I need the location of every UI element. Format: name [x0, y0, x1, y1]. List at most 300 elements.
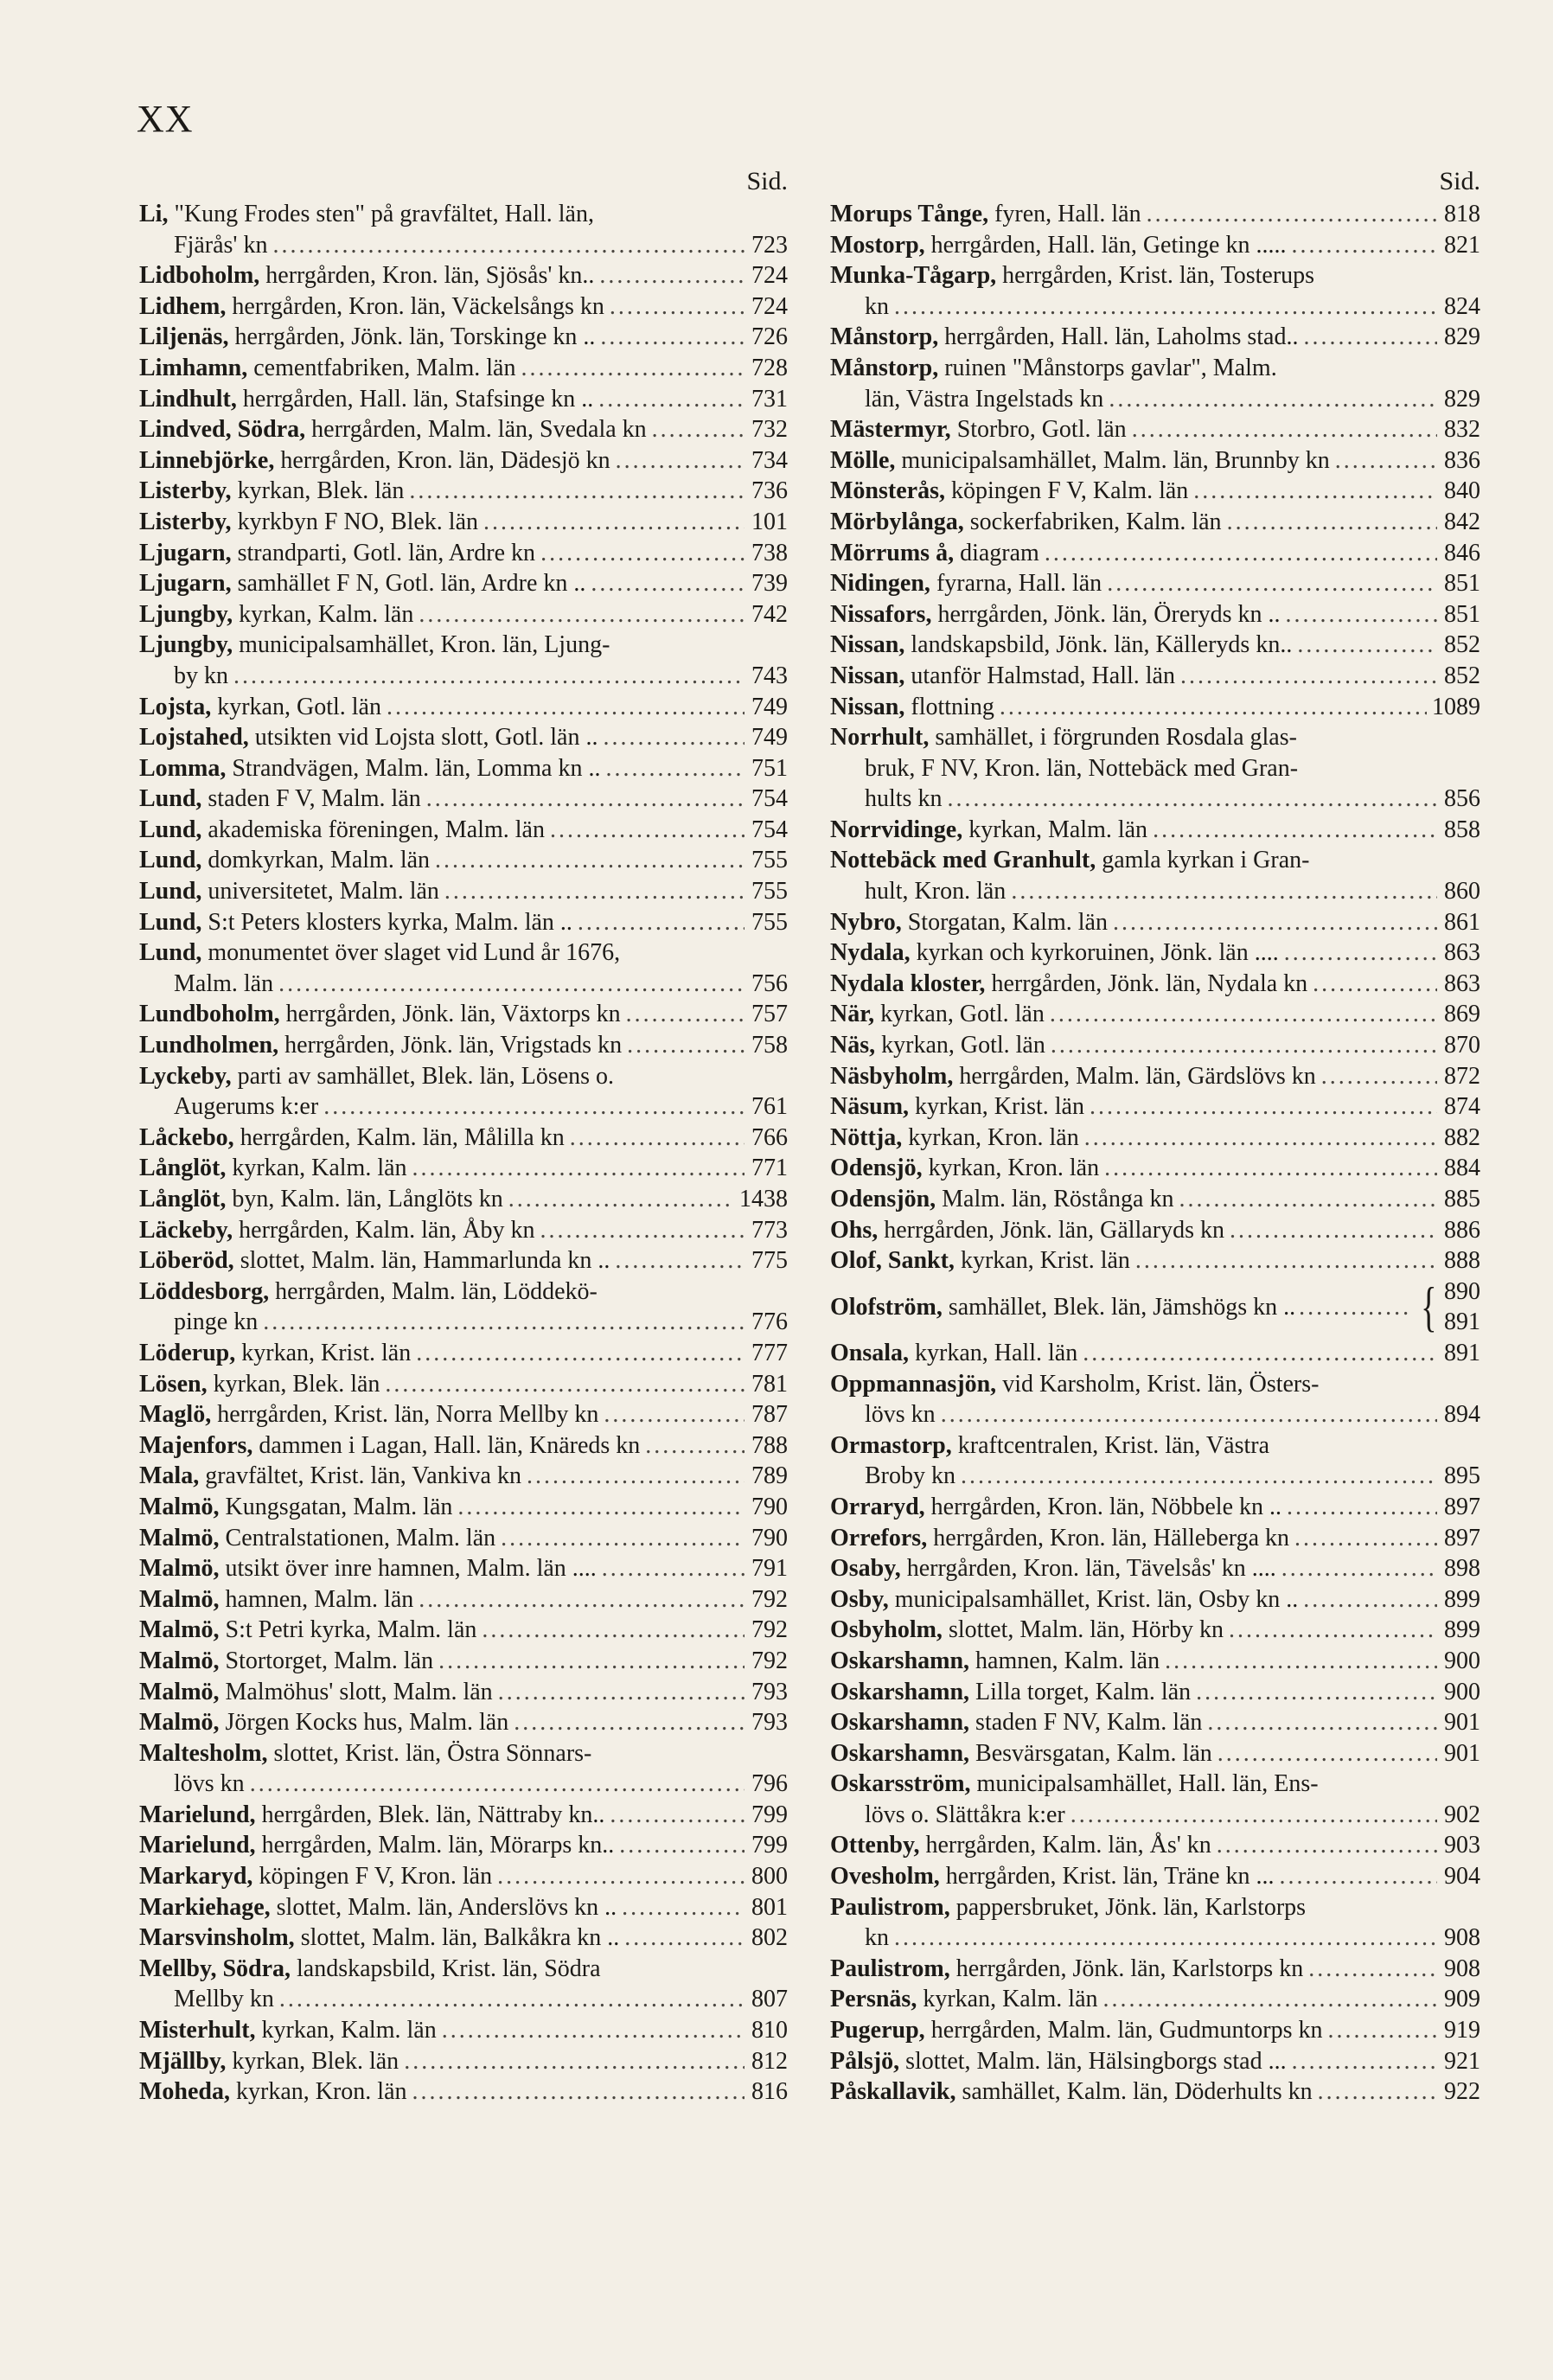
dot-leader — [602, 1553, 745, 1584]
page-ref: 796 — [751, 1770, 788, 1798]
entry-description: slottet, Malm. län, Hammarlunda kn .. — [240, 1247, 610, 1275]
entry-description: domkyrkan, Malm. län — [208, 847, 431, 874]
entry-line — [139, 322, 788, 353]
dot-leader — [497, 1861, 745, 1892]
index-entry — [830, 907, 1480, 938]
dot-leader — [1313, 969, 1437, 1000]
entry-description: kyrkan, Gotl. län — [217, 693, 381, 720]
entry-text — [174, 1307, 258, 1338]
page-ref: 919 — [1444, 2017, 1480, 2044]
entry-name: Ljugarn, — [139, 539, 232, 566]
entry-text — [139, 1553, 597, 1584]
index-entry — [830, 1338, 1480, 1369]
dot-leader — [1090, 1091, 1437, 1123]
entry-text — [830, 1984, 1098, 2015]
entry-description: Stortorget, Malm. län — [225, 1647, 434, 1674]
dot-leader — [604, 1399, 745, 1430]
entry-description: municipalsamhället, Malm. län, Brunnby kn — [901, 446, 1330, 474]
index-entry — [139, 2046, 788, 2077]
entry-description: fyrarna, Hall. län — [936, 570, 1102, 598]
entry-line — [830, 1523, 1480, 1554]
entry-line — [139, 1553, 788, 1584]
entry-name: Majenfors, — [139, 1431, 253, 1459]
entry-name: Lundboholm, — [139, 1001, 280, 1028]
dot-leader — [1132, 414, 1437, 445]
entry-text — [174, 661, 228, 692]
index-entry — [139, 1245, 788, 1276]
index-entry — [830, 322, 1480, 353]
page-ref: 758 — [751, 1032, 788, 1059]
entry-line — [830, 260, 1480, 291]
entry-line — [830, 969, 1480, 1000]
index-entry — [139, 599, 788, 630]
entry-line — [830, 999, 1480, 1030]
entry-text — [830, 1584, 1298, 1615]
entry-name: Mölle, — [830, 446, 896, 474]
entry-name: Nottebäck med Granhult, — [830, 847, 1096, 874]
entry-name: Lidhem, — [139, 292, 227, 320]
dot-leader — [412, 2076, 745, 2108]
entry-description: slottet, Malm. län, Anderslövs kn .. — [276, 1893, 617, 1921]
entry-line — [830, 384, 1480, 415]
entry-description: Jörgen Kocks hus, Malm. län — [225, 1709, 509, 1737]
index-entry — [139, 1830, 788, 1861]
entry-text — [830, 815, 1147, 846]
dot-leader — [1113, 907, 1437, 938]
page-ref: 886 — [1444, 1216, 1480, 1244]
page-ref: 724 — [751, 262, 788, 290]
entry-line — [830, 322, 1480, 353]
entry-text — [865, 1800, 1065, 1831]
index-entry — [830, 969, 1480, 1000]
entry-text — [830, 722, 1297, 753]
index-entry — [139, 1954, 788, 2015]
entry-name: Lindhult, — [139, 385, 237, 413]
page-ref: 890 — [1444, 1277, 1480, 1305]
entry-name: Låckebo, — [139, 1123, 234, 1151]
entry-description: diagram — [960, 539, 1039, 566]
entry-line — [139, 2046, 788, 2077]
entry-line — [139, 722, 788, 753]
index-entry — [139, 322, 788, 353]
entry-line — [139, 661, 788, 692]
entry-line — [139, 260, 788, 291]
index-entry — [139, 1615, 788, 1646]
index-entry — [139, 815, 788, 846]
page-number: XX — [137, 98, 194, 140]
entry-line — [830, 937, 1480, 969]
dot-leader — [482, 1615, 745, 1646]
dot-leader — [1196, 1677, 1437, 1708]
entry-description: hult, Kron. län — [865, 878, 1007, 905]
index-entry — [139, 937, 788, 999]
entry-name: Osbyholm, — [830, 1616, 943, 1644]
index-entry — [139, 784, 788, 815]
page-ref: 1438 — [739, 1186, 788, 1212]
entry-name: Pugerup, — [830, 2017, 925, 2044]
entry-description: herrgården, Blek. län, Nättraby kn.. — [261, 1801, 605, 1828]
entry-line — [139, 1861, 788, 1892]
index-entry — [830, 1276, 1480, 1338]
entry-name: Mästermyr, — [830, 416, 951, 444]
index-entry — [139, 907, 788, 938]
index-entry — [830, 1030, 1480, 1061]
dot-leader — [1153, 815, 1437, 846]
entry-line — [830, 907, 1480, 938]
index-entry — [139, 291, 788, 323]
entry-text — [830, 1830, 1211, 1861]
entry-description: herrgården, Kalm. län, Åby kn — [239, 1216, 535, 1244]
entry-description: samhället, i förgrunden Rosdala glas- — [935, 724, 1297, 752]
entry-line — [139, 1307, 788, 1338]
dot-leader — [457, 1492, 745, 1523]
entry-description: kn — [865, 1924, 889, 1952]
entry-name: Ormastorp, — [830, 1431, 952, 1459]
entry-line — [830, 1061, 1480, 1092]
entry-name: Oskarshamn, — [830, 1709, 970, 1737]
dot-leader — [578, 907, 745, 938]
index-entry — [830, 1984, 1480, 2015]
entry-text — [830, 1492, 1281, 1523]
entry-description: lövs o. Slättåkra k:er — [865, 1801, 1065, 1828]
index-entry — [139, 630, 788, 691]
entry-description: universitetet, Malm. län — [208, 878, 439, 905]
entry-description: municipalsamhället, Krist. län, Osby kn .. — [894, 1585, 1299, 1613]
page-ref: 888 — [1444, 1247, 1480, 1275]
entry-name: Nybro, — [830, 908, 902, 936]
entry-line — [139, 599, 788, 630]
page-ref: 777 — [751, 1339, 788, 1366]
entry-description: herrgården, Malm. län, Mörarps kn.. — [261, 1832, 615, 1859]
entry-description: kyrkan, Kalm. län — [239, 600, 414, 628]
entry-description: herrgården, Hall. län, Getinge kn ..... — [930, 231, 1287, 259]
entry-line — [830, 1769, 1480, 1800]
dot-leader — [435, 845, 745, 876]
entry-description: Fjärås' kn — [174, 231, 268, 259]
entry-line — [830, 1892, 1480, 1923]
entry-text — [830, 969, 1307, 1000]
entry-name: Paulistrom, — [830, 1955, 950, 1982]
entry-line — [830, 2076, 1480, 2108]
page-ref: 799 — [751, 1832, 788, 1859]
entry-line — [139, 845, 788, 876]
index-entry — [830, 1892, 1480, 1954]
index-entry — [139, 568, 788, 599]
page-ref: 903 — [1444, 1832, 1480, 1859]
entry-description: Augerums k:er — [174, 1093, 319, 1121]
dot-leader — [442, 2015, 745, 2046]
entry-line — [830, 1646, 1480, 1677]
entry-description: "Kung Frodes sten" på gravfältet, Hall. län, — [174, 201, 594, 227]
dot-leader — [514, 1707, 745, 1738]
entry-name: Mala, — [139, 1462, 200, 1490]
dot-leader — [616, 445, 745, 477]
entry-name: Marielund, — [139, 1801, 256, 1828]
entry-text — [830, 1707, 1202, 1738]
entry-text — [830, 692, 994, 723]
index-entry — [139, 476, 788, 507]
dot-leader — [941, 1399, 1437, 1430]
entry-line — [139, 445, 788, 477]
entry-line — [830, 876, 1480, 907]
entry-text — [830, 1123, 1079, 1154]
index-entry — [830, 2046, 1480, 2077]
entry-line — [139, 1738, 788, 1769]
entry-text — [830, 414, 1127, 445]
page-ref: 908 — [1444, 1955, 1480, 1982]
index-entry — [139, 1338, 788, 1369]
entry-description: Storgatan, Kalm. län — [907, 908, 1108, 936]
entry-description: Besvärsgatan, Kalm. län — [975, 1739, 1212, 1767]
entry-name: Osby, — [830, 1585, 889, 1613]
entry-name: Löddesborg, — [139, 1277, 270, 1305]
entry-name: Limhamn, — [139, 354, 248, 381]
dot-leader — [385, 1369, 745, 1400]
page-ref: 851 — [1444, 600, 1480, 628]
entry-line — [139, 1123, 788, 1154]
entry-description: kyrkan, Hall. län — [915, 1339, 1078, 1366]
page-ref: 891 — [1444, 1339, 1480, 1366]
index-entry — [830, 1677, 1480, 1708]
index-entry — [139, 1892, 788, 1923]
page-column-heading: Sid. — [746, 167, 788, 195]
entry-description: herrgården, Kron. län, Hälleberga kn — [933, 1524, 1290, 1551]
entry-name: Li, — [139, 201, 169, 227]
index-entry — [830, 230, 1480, 261]
entry-description: herrgården, Hall. län, Stafsinge kn .. — [242, 385, 594, 413]
entry-name: Paulistrom, — [830, 1893, 950, 1921]
page-ref: 812 — [751, 2047, 788, 2075]
index-entry — [830, 1091, 1480, 1123]
page-ref: 900 — [1444, 1647, 1480, 1674]
entry-line — [139, 1061, 788, 1092]
page-ref: 793 — [751, 1678, 788, 1705]
entry-description: köpingen F V, Kron. län — [259, 1863, 493, 1891]
dot-leader — [1109, 384, 1437, 415]
entry-line — [139, 230, 788, 261]
entry-text — [830, 1892, 1306, 1923]
entry-line — [139, 1646, 788, 1677]
entry-line — [139, 907, 788, 938]
entry-line — [830, 1830, 1480, 1861]
entry-name: Malmö, — [139, 1647, 220, 1674]
entry-line — [139, 1430, 788, 1462]
dot-leader — [627, 1030, 745, 1061]
entry-description: gravfältet, Krist. län, Vankiva kn — [205, 1462, 521, 1490]
index-entry — [830, 999, 1480, 1030]
entry-line — [830, 1399, 1480, 1430]
entry-text — [830, 1153, 1099, 1184]
entry-line — [830, 538, 1480, 569]
entry-text — [830, 260, 1314, 291]
entry-text — [830, 907, 1108, 938]
entry-line — [830, 1677, 1480, 1708]
dot-leader — [1281, 1553, 1437, 1584]
entry-name: Olof, Sankt, — [830, 1247, 955, 1275]
entry-line — [830, 1276, 1480, 1338]
entry-line — [830, 1984, 1480, 2015]
entry-text — [139, 2076, 407, 2108]
entry-text — [139, 384, 593, 415]
entry-name: Malmö, — [139, 1555, 220, 1583]
entry-description: landskapsbild, Jönk. län, Källeryds kn.. — [911, 631, 1293, 659]
dot-leader — [645, 1430, 745, 1462]
entry-line — [830, 722, 1480, 753]
entry-description: Mellby kn — [174, 1986, 274, 2013]
entry-line — [139, 414, 788, 445]
entry-text — [830, 999, 1045, 1030]
entry-text — [830, 322, 1299, 353]
index-column-right — [830, 164, 1480, 2108]
dot-leader — [622, 1892, 745, 1923]
entry-description: S:t Peters klosters kyrka, Malm. län .. — [208, 908, 572, 936]
entry-name: Misterhult, — [139, 2017, 256, 2044]
dot-leader — [416, 1338, 745, 1369]
dot-leader — [387, 692, 745, 723]
entry-name: Lund, — [139, 908, 202, 936]
entry-name: Mörbylånga, — [830, 508, 964, 535]
index-entry — [139, 1153, 788, 1184]
entry-line — [139, 815, 788, 846]
entry-line — [139, 1800, 788, 1831]
index-entry — [139, 722, 788, 753]
dot-leader — [1104, 1153, 1437, 1184]
entry-description: slottet, Krist. län, Östra Sönnars- — [273, 1739, 592, 1767]
page-ref: 788 — [751, 1431, 788, 1459]
page-ref: 101 — [751, 508, 788, 535]
entry-name: Oskarshamn, — [830, 1678, 970, 1705]
page-ref: 792 — [751, 1585, 788, 1613]
dot-leader — [610, 1800, 745, 1831]
page-ref: 790 — [751, 1524, 788, 1551]
entry-description: kyrkan, Kron. län — [908, 1123, 1079, 1151]
index-entry — [139, 1584, 788, 1615]
page-ref: 858 — [1444, 816, 1480, 843]
entry-name: Orrefors, — [830, 1524, 928, 1551]
dot-leader — [624, 1923, 745, 1954]
page-ref: 863 — [1444, 969, 1480, 997]
dot-leader — [1084, 1123, 1437, 1154]
entry-text — [139, 1215, 535, 1246]
entry-text — [139, 1677, 493, 1708]
entry-text — [865, 876, 1006, 907]
page-ref: 851 — [1444, 570, 1480, 598]
dot-leader — [272, 230, 745, 261]
page-ref: 810 — [751, 2017, 788, 2044]
index-entry — [830, 260, 1480, 322]
page-ref: 771 — [751, 1155, 788, 1182]
entry-text — [139, 630, 610, 661]
dot-leader — [1217, 1830, 1437, 1861]
dot-leader — [1000, 692, 1427, 723]
dot-leader — [419, 1584, 745, 1615]
dot-leader — [263, 1307, 745, 1338]
entry-text — [830, 476, 1188, 507]
entry-text — [139, 1523, 495, 1554]
index-entry — [830, 445, 1480, 477]
entry-description: herrgården, Krist. län, Tosterups — [1002, 262, 1315, 290]
entry-description: Malm. län, Röstånga kn — [942, 1186, 1174, 1212]
entry-description: köpingen F V, Kalm. län — [950, 477, 1189, 505]
entry-description: sockerfabriken, Kalm. län — [969, 508, 1222, 535]
entry-line — [139, 1677, 788, 1708]
page-ref: 756 — [751, 969, 788, 997]
dot-leader — [1304, 322, 1438, 353]
entry-description: utsikt över inre hamnen, Malm. län .... — [225, 1555, 597, 1583]
entry-line — [139, 1399, 788, 1430]
entry-text — [830, 937, 1279, 969]
dot-leader — [438, 1646, 745, 1677]
entry-line — [139, 1984, 788, 2015]
page-ref: 761 — [751, 1093, 788, 1121]
entry-text — [139, 692, 381, 723]
index-entry — [830, 1707, 1480, 1738]
entry-text — [139, 1800, 604, 1831]
entry-name: Näsbyholm, — [830, 1062, 954, 1090]
entry-line — [830, 199, 1480, 230]
entry-text — [865, 753, 1298, 784]
index-entry — [830, 722, 1480, 815]
entry-name: Lyckeby, — [139, 1062, 232, 1090]
entry-text — [139, 1245, 610, 1276]
entry-line — [139, 1153, 788, 1184]
dot-leader — [619, 1830, 745, 1861]
page-ref: 816 — [751, 2078, 788, 2106]
entry-line — [139, 507, 788, 538]
page-ref: 902 — [1444, 1801, 1480, 1828]
entry-name: Munka-Tågarp, — [830, 262, 997, 290]
page-numbers — [1444, 1276, 1480, 1338]
page-ref: 863 — [1444, 939, 1480, 967]
entry-text — [830, 1861, 1275, 1892]
page-ref: 899 — [1444, 1616, 1480, 1644]
entry-line — [830, 753, 1480, 784]
entry-description: herrgården, Kron. län, Nöbbele kn .. — [930, 1493, 1281, 1520]
index-entry — [830, 1123, 1480, 1154]
page-ref: 897 — [1444, 1524, 1480, 1551]
index-entry — [830, 1184, 1480, 1215]
entry-line — [139, 2076, 788, 2108]
entry-line — [830, 1338, 1480, 1369]
index-entry — [830, 2076, 1480, 2108]
entry-text — [139, 2046, 399, 2077]
entry-name: Nöttja, — [830, 1123, 903, 1151]
entry-text — [174, 1769, 245, 1800]
dot-leader — [412, 1153, 745, 1184]
entry-line — [830, 353, 1480, 384]
page-ref: 861 — [1444, 908, 1480, 936]
entry-description: Strandvägen, Malm. län, Lomma kn .. — [232, 754, 601, 782]
page-ref: 897 — [1444, 1493, 1480, 1520]
index-entry — [139, 1184, 788, 1215]
entry-name: Lojsta, — [139, 693, 212, 720]
page-ref: 870 — [1444, 1032, 1480, 1059]
dot-leader — [1103, 1984, 1438, 2015]
entry-text — [830, 199, 1141, 230]
entry-text — [174, 230, 267, 261]
entry-name: Listerby, — [139, 508, 232, 535]
entry-name: Långlöt, — [139, 1186, 227, 1212]
index-entry — [139, 1061, 788, 1123]
index-entry — [139, 1215, 788, 1246]
index-entry — [830, 1954, 1480, 1985]
page-ref: 869 — [1444, 1001, 1480, 1028]
entry-text — [830, 1430, 1269, 1462]
index-entry — [830, 568, 1480, 599]
entry-name: Nissan, — [830, 693, 905, 720]
dot-leader — [894, 1923, 1437, 1954]
page-column-heading: Sid. — [1439, 167, 1480, 195]
